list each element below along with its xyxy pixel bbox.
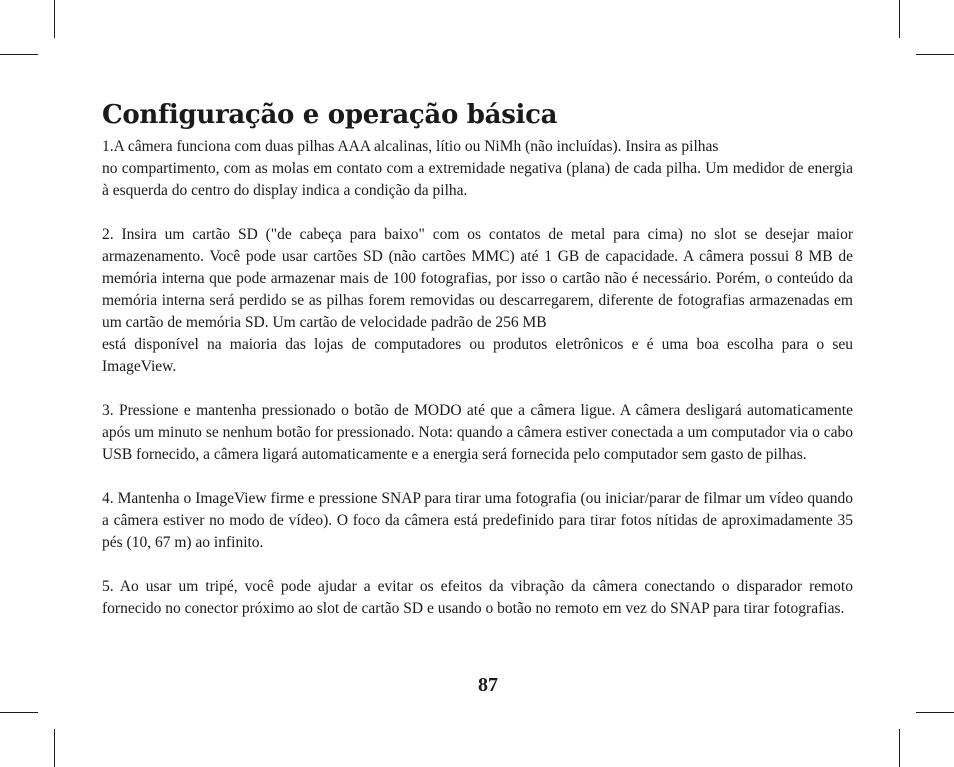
- crop-mark-bottom-left-horizontal: [0, 712, 38, 713]
- page-title: Configuração e operação básica: [102, 100, 558, 130]
- paragraph-4: 4. Mantenha o ImageView firme e pressione SNAP para tirar uma fotografia (ou iniciar/parar de filmar um vídeo quando a câmera estiver no modo de vídeo). O foco da câmera está predefinido para tirar fotos nítidas de aproximadamente 35 pés (10, 67 m) ao infinito.: [102, 490, 853, 551]
- page-number: 87: [478, 674, 498, 696]
- paragraph-1: 1.A câmera funciona com duas pilhas AAA alcalinas, lítio ou NiMh (não incluídas). Insira as pilhas no compartimento, com as molas em contato com a extremidade negativa (plana) de cada pilha. Um medidor de energia à esquerda do centro do display indica a condição da pilha.: [102, 138, 853, 199]
- crop-mark-bottom-left-vertical: [54, 729, 55, 767]
- crop-mark-bottom-right-vertical: [899, 729, 900, 767]
- crop-mark-top-left-horizontal: [0, 54, 38, 55]
- crop-mark-top-right-horizontal: [916, 54, 954, 55]
- page-content: [102, 98, 853, 620]
- paragraph-2: 2. Insira um cartão SD ("de cabeça para baixo" com os contatos de metal para cima) no slot se desejar maior armazenamento. Você pode usar cartões SD (não cartões MMC) até 1 GB de capacidade. A câmera possui 8 MB de memória interna que pode armazenar mais de 100 fotografias, por isso o cartão não é necessário. Porém, o conteúdo da memória interna será perdido se as pilhas forem removidas ou descarregarem, diferente de fotografias armazenadas em um cartão de memória SD. Um cartão de velocidade padrão de 256 MB está disponível na maioria das lojas de computadores ou produtos eletrônicos e é uma boa escolha para o seu ImageView.: [102, 226, 853, 375]
- crop-mark-bottom-right-horizontal: [916, 712, 954, 713]
- crop-mark-top-left-vertical: [54, 0, 55, 38]
- paragraph-3: 3. Pressione e mantenha pressionado o botão de MODO até que a câmera ligue. A câmera desligará automaticamente após um minuto se nenhum botão for pressionado. Nota: quando a câmera estiver conectada a um computador via o cabo USB fornecido, a câmera ligará automaticamente e a energia será fornecida pelo computador sem gasto de pilhas.: [102, 402, 853, 463]
- paragraph-5: 5. Ao usar um tripé, você pode ajudar a evitar os efeitos da vibração da câmera conectando o disparador remoto fornecido no conector próximo ao slot de cartão SD e usando o botão no remoto em vez do SNAP para tirar fotografias.: [102, 578, 853, 617]
- crop-mark-top-right-vertical: [899, 0, 900, 38]
